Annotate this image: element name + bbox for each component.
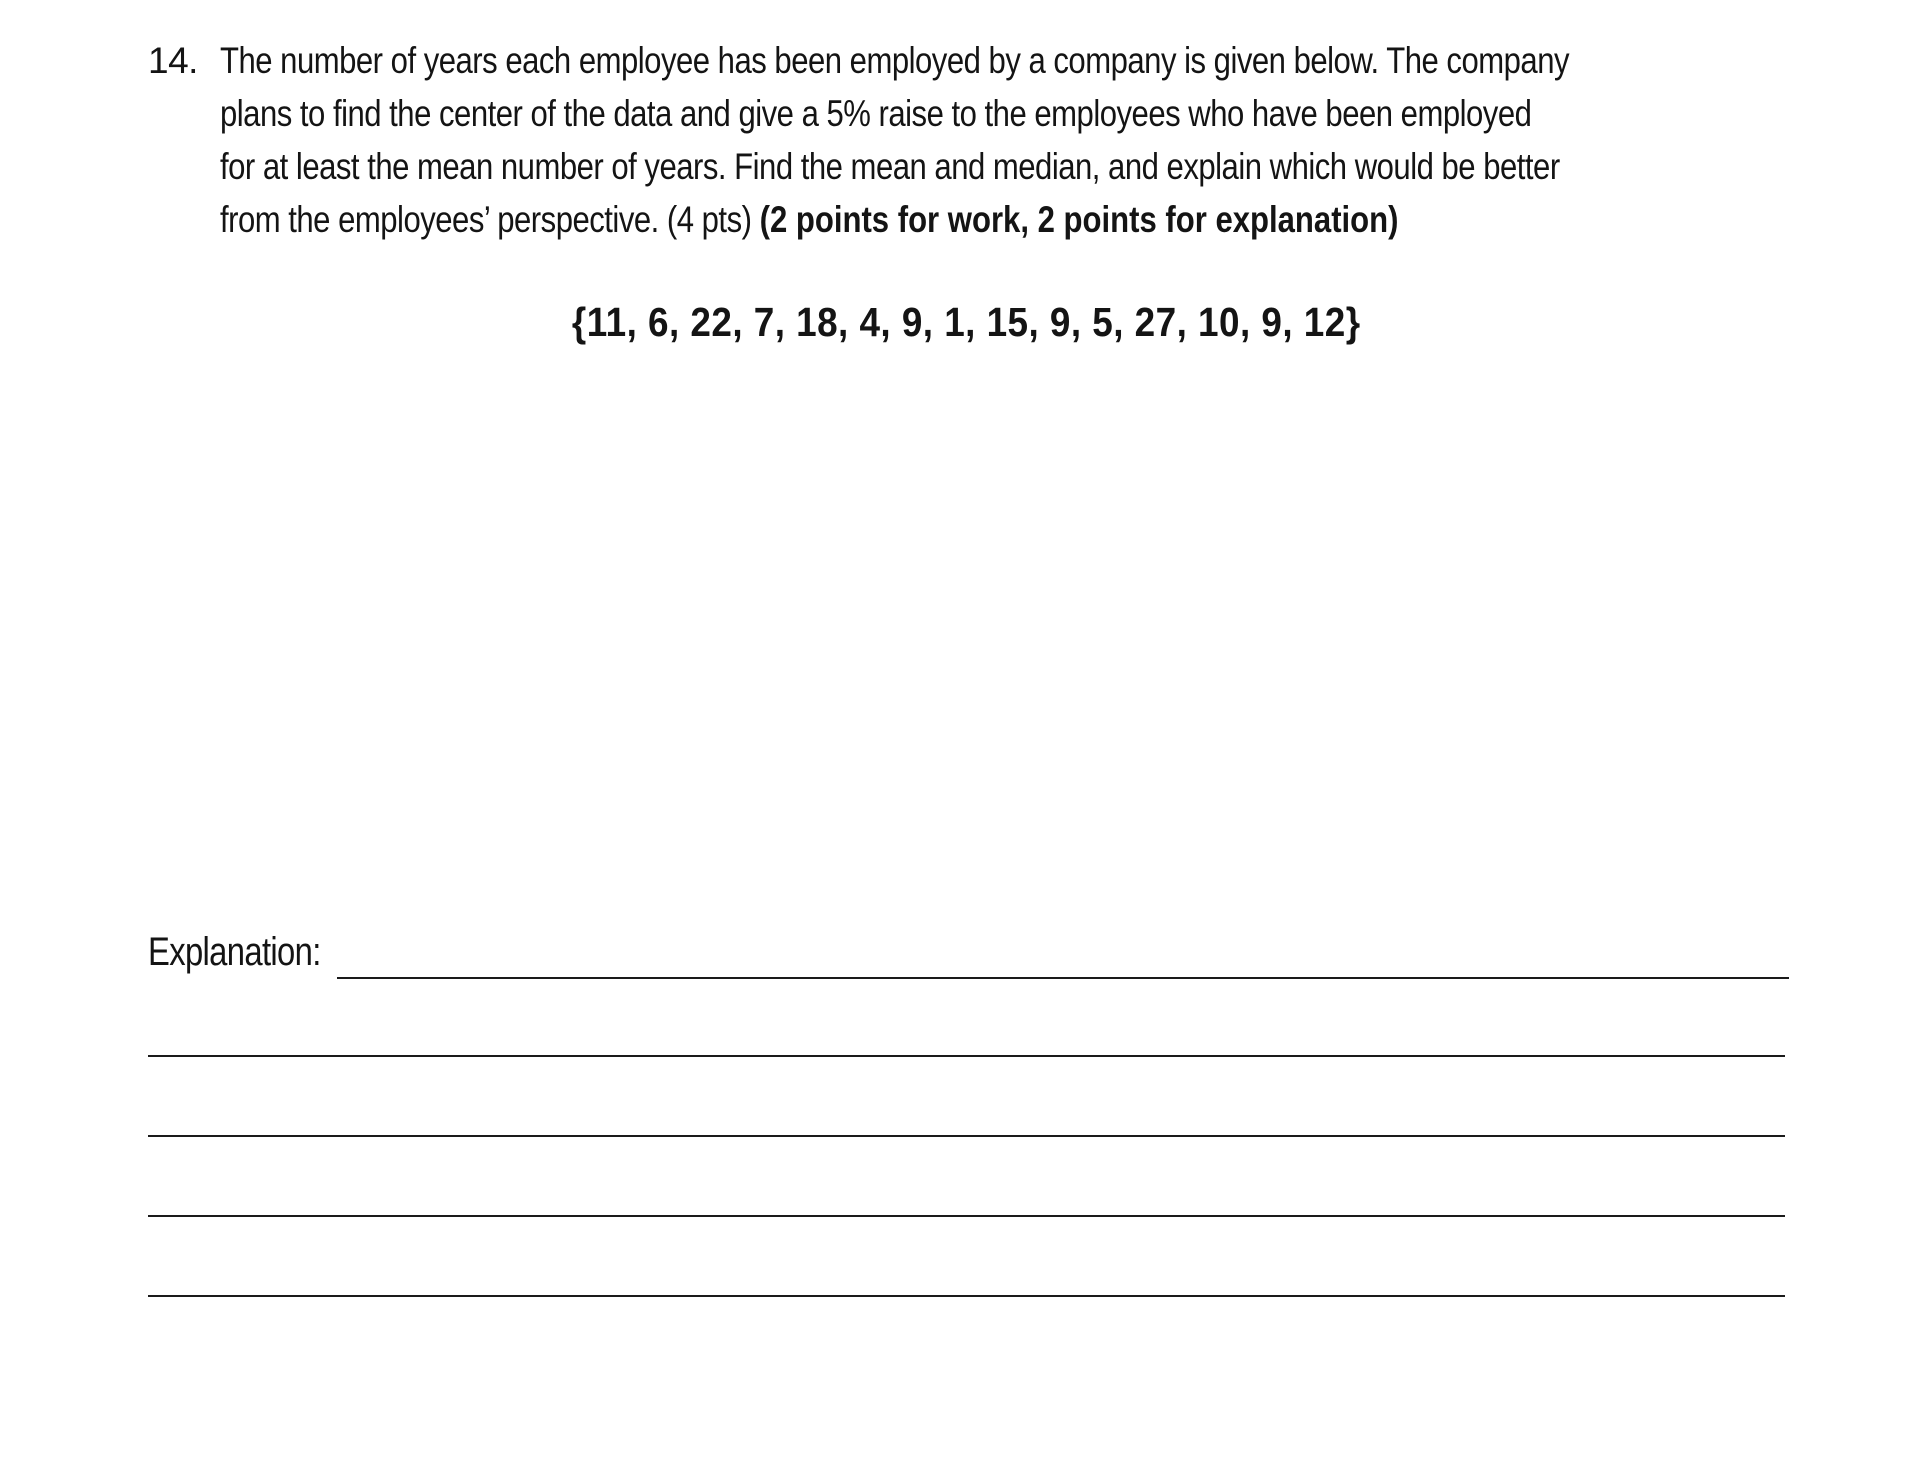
- points-breakdown: (2 points for work, 2 points for explanation): [759, 199, 1399, 240]
- question-text: [220, 34, 1682, 246]
- answer-line-3[interactable]: [148, 1135, 1785, 1137]
- answer-line-1[interactable]: [337, 977, 1789, 979]
- question-number: 14.: [148, 40, 198, 81]
- question-line: The number of years each employee has been employed by a company is given below. The company: [220, 40, 1570, 81]
- question-line-last: [220, 193, 1682, 246]
- question-line: plans to find the center of the data and give a 5% raise to the employees who have been employed: [220, 93, 1532, 134]
- explanation-label: Explanation:: [148, 930, 321, 974]
- answer-line-5[interactable]: [148, 1295, 1785, 1297]
- question-line: from the employees’ perspective. (4 pts): [220, 199, 752, 240]
- data-set: {11, 6, 22, 7, 18, 4, 9, 1, 15, 9, 5, 27, 10, 9, 12}: [571, 299, 1361, 345]
- question-line: for at least the mean number of years. Find the mean and median, and explain which would be better: [220, 146, 1560, 187]
- answer-line-4[interactable]: [148, 1215, 1785, 1217]
- answer-line-2[interactable]: [148, 1055, 1785, 1057]
